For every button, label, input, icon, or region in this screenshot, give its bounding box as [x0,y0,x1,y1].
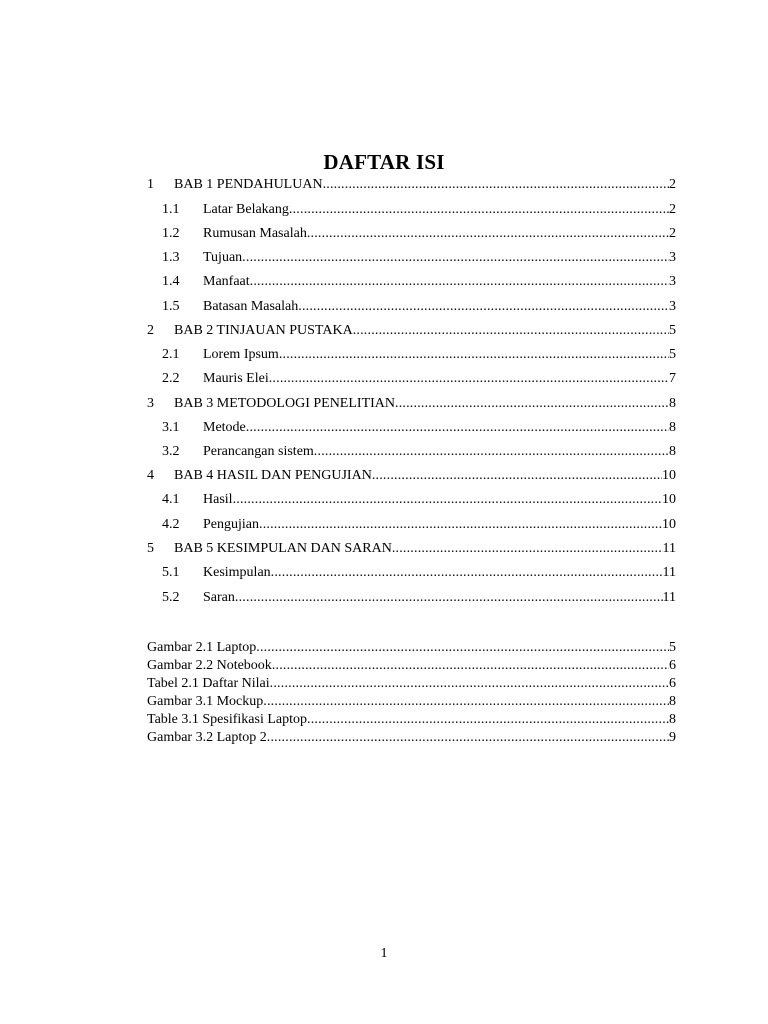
dot-leader [372,467,662,485]
dot-leader [395,395,669,413]
figure-page-number: 5 [669,640,676,655]
toc-entry[interactable] [147,395,676,413]
dot-leader [307,711,669,728]
toc-number: 1.1 [162,202,180,217]
toc-number: 1 [147,177,154,192]
toc-page-number: 8 [669,396,676,411]
toc-entry[interactable] [162,249,676,267]
toc-entry[interactable] [162,491,676,509]
toc-number: 3.2 [162,444,180,459]
toc-label: Latar Belakang [203,202,289,217]
toc-label: Manfaat [203,274,250,289]
dot-leader [269,370,669,388]
toc-entry[interactable] [162,273,676,291]
toc-entry[interactable] [162,516,676,534]
dot-leader [353,322,669,340]
dot-leader [279,346,669,364]
toc-label: Hasil [203,492,233,507]
toc-page-number: 10 [662,492,676,507]
toc-page-number: 3 [669,274,676,289]
toc-label: Metode [203,420,246,435]
dot-leader [270,675,669,692]
toc-label: Lorem Ipsum [203,347,279,362]
dot-leader [314,443,669,461]
toc-number: 4.2 [162,517,180,532]
toc-page-number: 8 [669,420,676,435]
toc-entry[interactable] [162,589,676,607]
toc-entry[interactable] [162,419,676,437]
toc-label: BAB 1 PENDAHULUAN [174,177,323,192]
toc-label: BAB 5 KESIMPULAN DAN SARAN [174,541,392,556]
figure-page-number: 8 [669,694,676,709]
figure-page-number: 8 [669,712,676,727]
toc-label: Pengujian [203,517,259,532]
toc-label: Rumusan Masalah [203,226,307,241]
toc-entry[interactable] [162,346,676,364]
toc-label: Perancangan sistem [203,444,314,459]
toc-label: Batasan Masalah [203,299,299,314]
dot-leader [250,273,669,291]
dot-leader [259,516,662,534]
toc-page-number: 2 [669,202,676,217]
toc-number: 3 [147,396,154,411]
dot-leader [392,540,663,558]
toc-page-number: 11 [662,541,676,556]
toc-page-number: 7 [669,371,676,386]
toc-page-number: 5 [669,323,676,338]
toc-number: 1.3 [162,250,180,265]
toc-page-number: 2 [669,226,676,241]
toc-page-number: 10 [662,517,676,532]
figure-entry[interactable] [147,675,676,692]
toc-entry[interactable] [162,564,676,582]
toc-entry[interactable] [162,225,676,243]
figure-label: Gambar 3.2 Laptop 2 [147,730,267,745]
dot-leader [289,201,669,219]
toc-page-number: 5 [669,347,676,362]
toc-page-number: 3 [669,299,676,314]
toc-number: 2.1 [162,347,180,362]
toc-page-number: 11 [662,590,676,605]
toc-number: 2 [147,323,154,338]
toc-number: 1.2 [162,226,180,241]
toc-entry[interactable] [147,467,676,485]
toc-number: 5.2 [162,590,180,605]
toc-entry[interactable] [147,176,676,194]
figure-page-number: 9 [669,730,676,745]
page-number: 1 [380,946,388,961]
toc-number: 4.1 [162,492,180,507]
toc-number: 4 [147,468,154,483]
dot-leader [263,693,669,710]
toc-entry[interactable] [162,298,676,316]
figure-label: Tabel 2.1 Daftar Nilai [147,676,270,691]
toc-label: Kesimpulan [203,565,271,580]
toc-number: 2.2 [162,371,180,386]
figure-entry[interactable] [147,711,676,728]
toc-entry[interactable] [162,443,676,461]
toc-page-number: 3 [669,250,676,265]
toc-label: Mauris Elei [203,371,269,386]
dot-leader [323,176,669,194]
figure-entry[interactable] [147,639,676,656]
toc-page-number: 2 [669,177,676,192]
dot-leader [298,298,669,316]
figure-page-number: 6 [669,676,676,691]
toc-number: 1.5 [162,299,180,314]
toc-label: BAB 3 METODOLOGI PENELITIAN [174,396,395,411]
toc-label: BAB 2 TINJAUAN PUSTAKA [174,323,353,338]
toc-entry[interactable] [162,370,676,388]
figure-entry[interactable] [147,729,676,746]
toc-number: 3.1 [162,420,180,435]
figure-page-number: 6 [669,658,676,673]
toc-label: Tujuan [203,250,243,265]
figure-entry[interactable] [147,657,676,674]
dot-leader [267,729,669,746]
toc-page-number: 10 [662,468,676,483]
toc-entry[interactable] [162,201,676,219]
dot-leader [235,589,663,607]
page-title: DAFTAR ISI [323,150,445,174]
dot-leader [272,657,669,674]
dot-leader [233,491,662,509]
toc-number: 5.1 [162,565,180,580]
toc-entry[interactable] [147,322,676,340]
figure-entry[interactable] [147,693,676,710]
toc-label: BAB 4 HASIL DAN PENGUJIAN [174,468,372,483]
figure-label: Table 3.1 Spesifikasi Laptop [147,712,307,727]
toc-number: 5 [147,541,154,556]
figure-label: Gambar 2.2 Notebook [147,658,272,673]
toc-label: Saran [203,590,235,605]
toc-number: 1.4 [162,274,180,289]
dot-leader [256,639,669,656]
dot-leader [307,225,669,243]
toc-entry[interactable] [147,540,676,558]
figure-label: Gambar 2.1 Laptop [147,640,257,655]
toc-page-number: 11 [662,565,676,580]
toc-page-number: 8 [669,444,676,459]
dot-leader [271,564,663,582]
figure-label: Gambar 3.1 Mockup [147,694,264,709]
dot-leader [242,249,669,267]
dot-leader [246,419,669,437]
